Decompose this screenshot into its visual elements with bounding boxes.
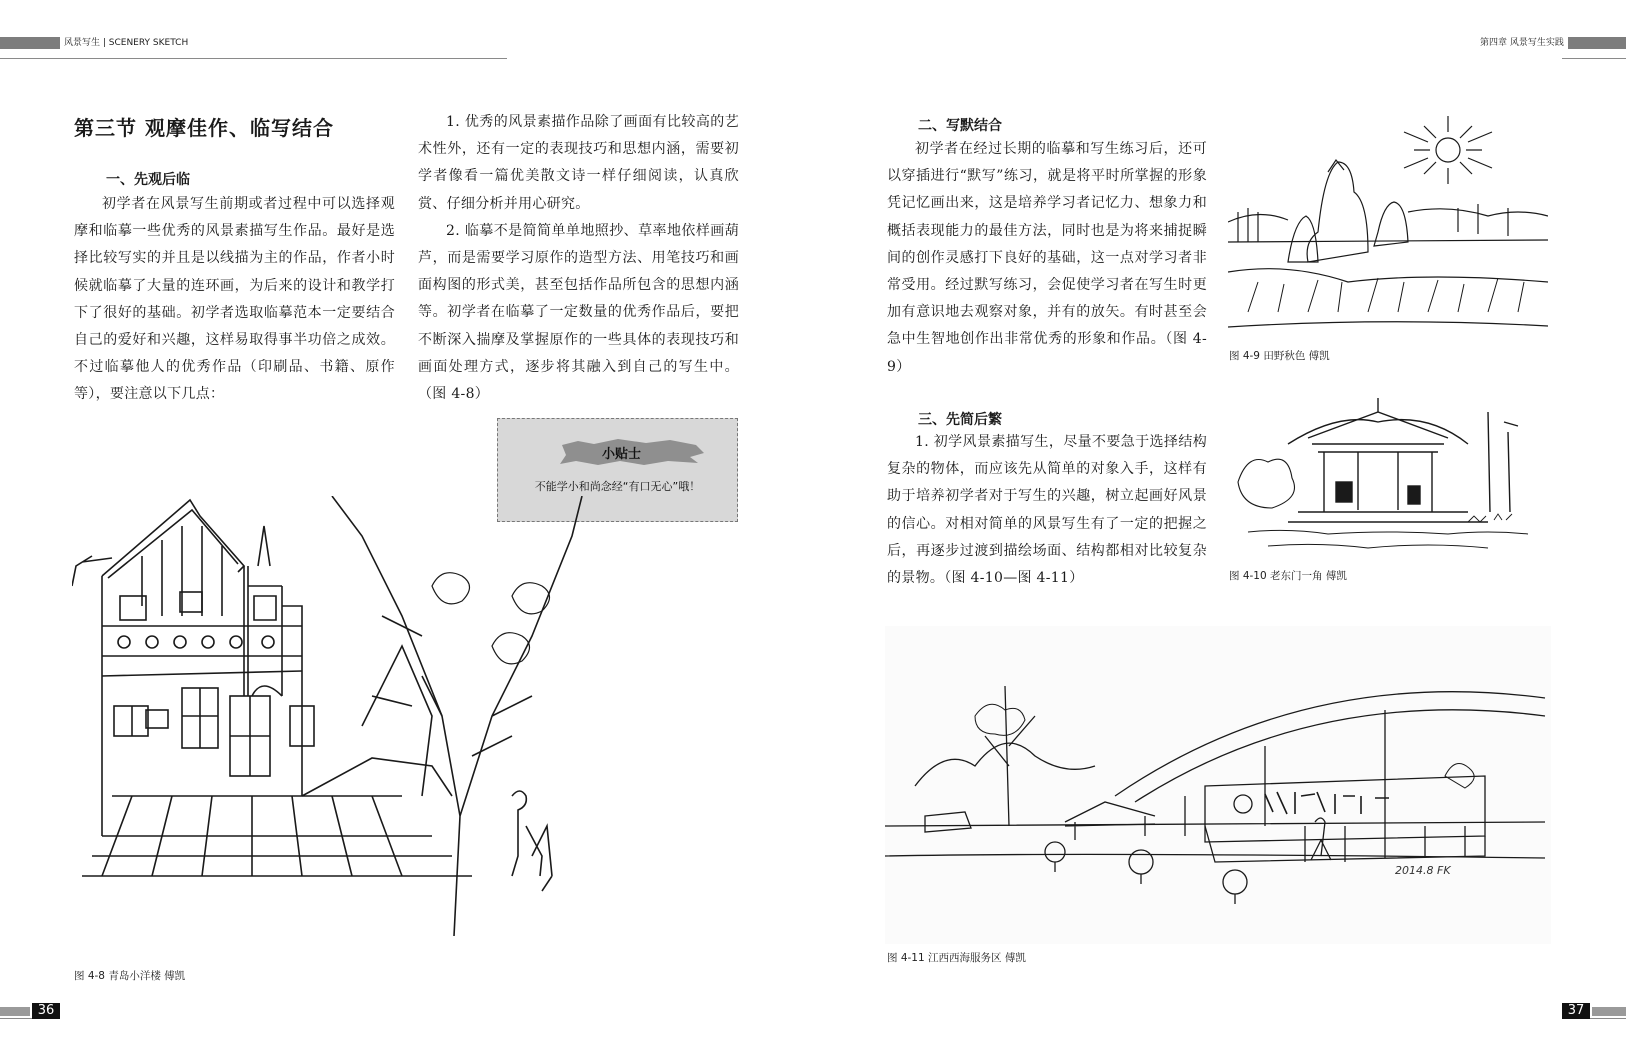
footer-bar-left: [0, 1007, 30, 1016]
paragraph-2: [887, 136, 1207, 381]
tip-text: 不能学小和尚念经“有口无心”哦！: [534, 480, 701, 493]
paragraph-3-text: 1. 初学风景素描写生，尽量不要急于选择结构复杂的物体，而应该先从简单的对象入手，这样有助于培养初学者对于写生的兴趣，树立起画好风景的信心。对相对简单的风景写生有了一定的把握之后，再逐步过渡到描绘场面、结构都相对比较复杂的景物。（图 4-10—图 4-11）: [887, 434, 1207, 587]
footer-rule-left: [0, 1018, 32, 1019]
section-title: 第三节 观摩佳作、临写结合: [74, 116, 334, 140]
paragraph-2-text: 初学者在经过长期的临摹和写生练习后，还可以穿插进行“默写”练习，就是将平时所掌握的形象凭记忆画出来，这是培养学习者记忆力、想象力和概括表现能力的最佳方法，同时也是为将来捕捉瞬间的创作灵感打下良好的基础，这一点对学习者非常受用。经过默写练习，会促使学习者在写生时更加有意识地去观察对象，并有的放矢。有时甚至会急中生智地创作出非常优秀的形象和作品。（图 4-9）: [887, 141, 1207, 375]
page-number-right: 37: [1562, 1003, 1590, 1019]
header-rule-left: [0, 58, 507, 59]
figure-4-8-sketch: [72, 496, 594, 948]
header-rule-right: [1562, 58, 1626, 59]
page-number-left: 36: [32, 1003, 60, 1019]
header-label-left: 风景写生 | SCENERY SKETCH: [64, 38, 189, 48]
subsection-heading-1: 一、先观后临: [106, 172, 190, 188]
figure-4-9-caption: 图 4-9 田野秋色 傅凯: [1229, 350, 1330, 362]
header-bar-right: [1568, 37, 1626, 49]
figure-4-11-sketch: [885, 626, 1551, 944]
paragraph-3: [887, 429, 1207, 592]
figure-4-10-caption: 图 4-10 老东门一角 傅凯: [1229, 570, 1347, 582]
points-column: [418, 109, 739, 408]
figure-4-11-caption: 图 4-11 江西西海服务区 傅凯: [887, 952, 1026, 964]
header-label-right: 第四章 风景写生实践: [1480, 38, 1564, 48]
subsection-heading-3: 三、先简后繁: [918, 412, 1002, 428]
paragraph-1-text: 初学者在风景写生前期或者过程中可以选择观摩和临摹一些优秀的风景素描写生作品。最好是选择比较写实的并且是以线描为主的作品，作者小时候就临摹了大量的连环画，为后来的设计和教学打下了很好的基础。初学者选取临摹范本一定要结合自己的爱好和兴趣，这样易取得事半功倍之成效。不过临摹他人的优秀作品（印刷品、书籍、原作等），要注意以下几点：: [74, 196, 395, 403]
footer-bar-right: [1592, 1007, 1626, 1016]
point-2-text: 2. 临摹不是简简单单地照抄、草率地依样画葫芦，而是需要学习原作的造型方法、用笔技巧和画面构图的形式美，甚至包括作品所包含的思想内涵等。初学者在临摹了一定数量的优秀作品后，要把不断深入揣摩及掌握原作的一些具体的表现技巧和画面处理方式，逐步将其融入到自己的写生中。（图 4-8）: [418, 222, 739, 403]
figure-4-8-caption: 图 4-8 青岛小洋楼 傅凯: [74, 970, 186, 982]
figure-4-10-sketch: [1228, 382, 1548, 562]
figure-4-11-signature: 2014.8 FK: [1395, 864, 1451, 877]
tip-label: 小贴士: [602, 447, 642, 462]
figure-4-9-sketch: [1228, 112, 1548, 342]
point-1-text: 1. 优秀的风景素描作品除了画面有比较高的艺术性外，还有一定的表现技巧和思想内涵，需要初学者像看一篇优美散文诗一样仔细阅读，认真欣赏、仔细分析并用心研究。: [418, 114, 739, 212]
header-bar-left: [0, 37, 60, 49]
footer-rule-right: [1590, 1018, 1626, 1019]
paragraph-1: [74, 191, 395, 409]
subsection-heading-2: 二、写默结合: [918, 118, 1002, 134]
